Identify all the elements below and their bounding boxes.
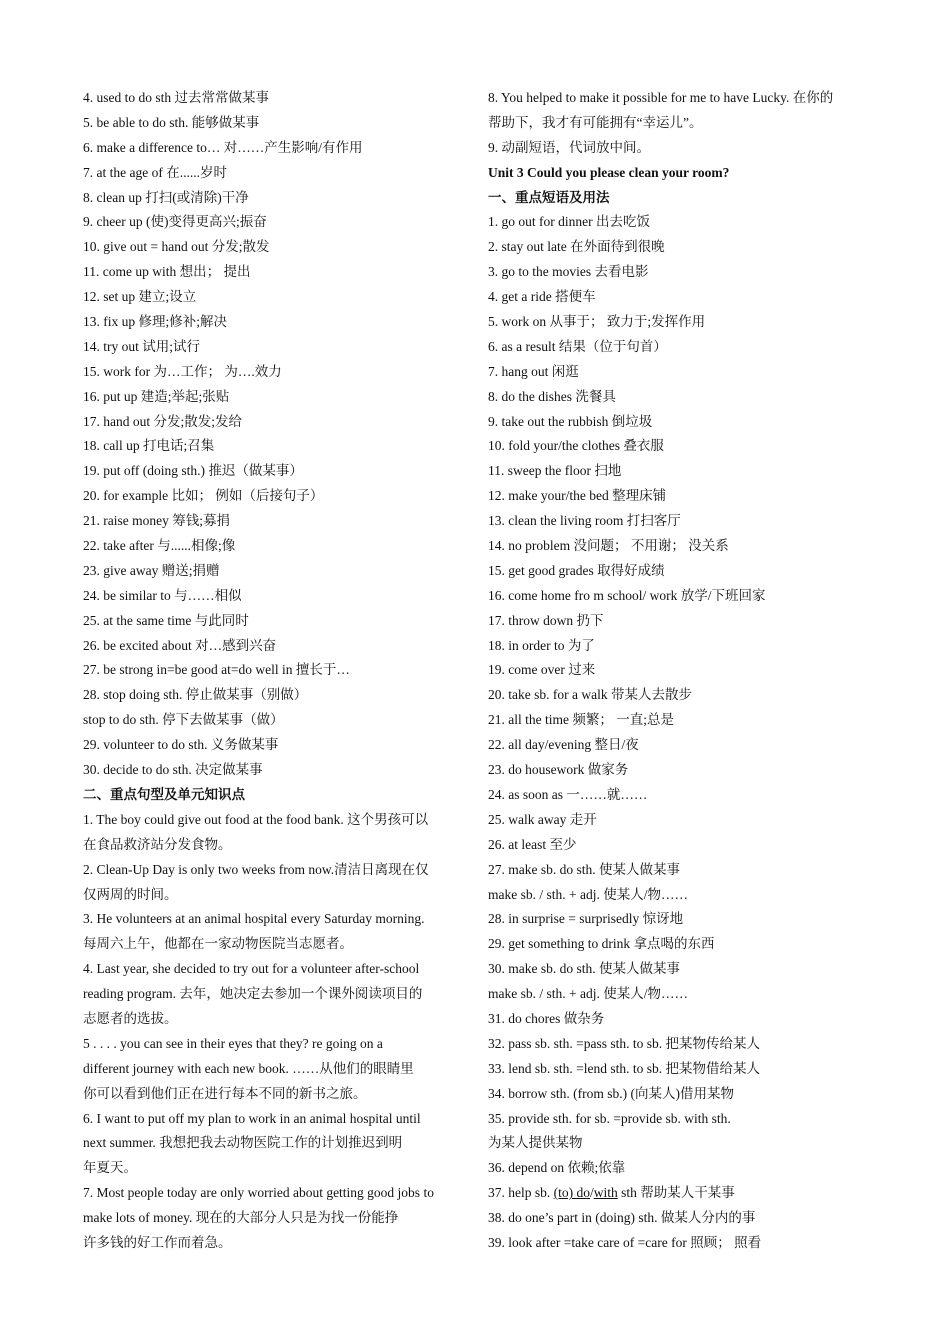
text-line: 16. put up 建造;举起;张贴 — [83, 388, 230, 404]
text-line: 20. take sb. for a walk 带某人去散步 — [488, 687, 692, 703]
text-line: 27. be strong in=be good at=do well in 擅长于… — [83, 662, 350, 678]
text-line: 13. clean the living room 打扫客厅 — [488, 513, 681, 529]
text-line: 14. no problem 没问题； 不用谢； 没关系 — [488, 538, 729, 554]
text-line: 20. for example 比如； 例如（后接句子） — [83, 488, 324, 504]
right-column — [488, 86, 888, 1256]
left-column — [83, 86, 463, 1256]
text-line: 7. at the age of 在......岁时 — [83, 164, 227, 180]
text-line: 13. fix up 修理;修补;解决 — [83, 314, 227, 330]
section-heading: Unit 3 Could you please clean your room? — [488, 164, 730, 180]
section-heading: 一、重点短语及用法 — [488, 189, 610, 205]
text-line: 29. volunteer to do sth. 义务做某事 — [83, 737, 279, 753]
text-line: 21. all the time 频繁； 一直;总是 — [488, 712, 674, 728]
text-line: 4. used to do sth 过去常常做某事 — [83, 90, 270, 105]
text-line: 22. all day/evening 整日/夜 — [488, 737, 639, 753]
text-line: 6. I want to put off my plan to work in an animal hospital until — [83, 1110, 421, 1126]
text-line: stop to do sth. 停下去做某事（做） — [83, 712, 284, 728]
text-line: 8. clean up 打扫(或清除)干净 — [83, 189, 249, 205]
text-line: 33. lend sb. sth. =lend sth. to sb. 把某物借给某人 — [488, 1060, 760, 1076]
text-line: 5. be able to do sth. 能够做某事 — [83, 114, 260, 130]
text-line: 7. Most people today are only worried about getting good jobs to — [83, 1185, 434, 1201]
text-line: make sb. / sth. + adj. 使某人/物…… — [488, 986, 688, 1002]
text-line: 19. come over 过来 — [488, 662, 596, 678]
text-line: 23. do housework 做家务 — [488, 762, 629, 778]
text-line: 14. try out 试用;试行 — [83, 338, 200, 354]
text-line: 10. give out = hand out 分发;散发 — [83, 239, 270, 255]
text-line: make sb. / sth. + adj. 使某人/物…… — [488, 886, 688, 902]
text-line: 年夏天。 — [83, 1160, 137, 1176]
text-line: 39. look after =take care of =care for 照顾； 照看 — [488, 1234, 762, 1250]
text-line: 24. be similar to 与……相似 — [83, 587, 242, 603]
text-line: 25. walk away 走开 — [488, 811, 597, 827]
text-line: 5. work on 从事于； 致力于;发挥作用 — [488, 314, 706, 330]
text-line: 11. come up with 想出； 提出 — [83, 264, 251, 280]
text-line: 你可以看到他们正在进行每本不同的新书之旅。 — [83, 1085, 367, 1101]
text-line: 28. in surprise = surprisedly 惊讶地 — [488, 911, 684, 927]
text-line: 32. pass sb. sth. =pass sth. to sb. 把某物传给某人 — [488, 1035, 761, 1051]
text-line: next summer. 我想把我去动物医院工作的计划推迟到明 — [83, 1135, 403, 1151]
text-line: 10. fold your/the clothes 叠衣服 — [488, 438, 664, 454]
text-line: 1. go out for dinner 出去吃饭 — [488, 214, 650, 230]
text-line: 2. stay out late 在外面待到很晚 — [488, 239, 665, 255]
text-line: 5 . . . . you can see in their eyes that they? re going on a — [83, 1035, 383, 1051]
text-line: 28. stop doing sth. 停止做某事（别做） — [83, 687, 308, 703]
text-line: 21. raise money 筹钱;募捐 — [83, 513, 230, 529]
text-line: 12. set up 建立;设立 — [83, 289, 197, 305]
text-line: 31. do chores 做杂务 — [488, 1010, 605, 1026]
text-line: make lots of money. 现在的大部分人只是为找一份能挣 — [83, 1210, 399, 1226]
text-line: 26. at least 至少 — [488, 836, 577, 852]
text-line: 37. help sb. (to) do/with sth 帮助某人干某事 — [488, 1185, 735, 1201]
text-line: 仅两周的时间。 — [83, 886, 178, 902]
text-line: 19. put off (doing sth.) 推迟（做某事） — [83, 463, 303, 479]
text-line: 23. give away 赠送;捐赠 — [83, 562, 220, 578]
text-line: 18. call up 打电话;召集 — [83, 438, 215, 454]
text-line: 35. provide sth. for sb. =provide sb. with sth. — [488, 1110, 731, 1126]
text-line: 12. make your/the bed 整理床铺 — [488, 488, 667, 504]
text-line: reading program. 去年，她决定去参加一个课外阅读项目的 — [83, 986, 423, 1002]
text-line: 17. hand out 分发;散发;发给 — [83, 413, 242, 429]
text-line: different journey with each new book. ……从他们的眼睛里 — [83, 1060, 414, 1076]
text-line: 6. make a difference to… 对……产生影响/有作用 — [83, 139, 363, 155]
section-heading: 二、重点句型及单元知识点 — [83, 786, 245, 802]
text-line: 7. hang out 闲逛 — [488, 363, 579, 379]
text-line: 每周六上午，他都在一家动物医院当志愿者。 — [83, 936, 353, 952]
text-line: 帮助下，我才有可能拥有“幸运儿”。 — [488, 114, 703, 130]
text-line: 26. be excited about 对…感到兴奋 — [83, 637, 277, 653]
text-line: 8. do the dishes 洗餐具 — [488, 388, 616, 404]
text-line: 2. Clean-Up Day is only two weeks from now.清洁日离现在仅 — [83, 861, 429, 877]
text-line: 3. go to the movies 去看电影 — [488, 264, 649, 280]
text-line: 在食品救济站分发食物。 — [83, 836, 232, 852]
text-line: 22. take after 与......相像;像 — [83, 538, 236, 554]
text-line: 30. decide to do sth. 决定做某事 — [83, 762, 263, 778]
text-line: 9. take out the rubbish 倒垃圾 — [488, 413, 653, 429]
text-line: 30. make sb. do sth. 使某人做某事 — [488, 961, 680, 977]
text-line: 为某人提供某物 — [488, 1135, 583, 1151]
text-line: 15. get good grades 取得好成绩 — [488, 562, 665, 578]
text-line: 3. He volunteers at an animal hospital every Saturday morning. — [83, 911, 425, 927]
text-line: 9. cheer up (使)变得更高兴;振奋 — [83, 214, 267, 230]
text-line: 36. depend on 依赖;依靠 — [488, 1160, 626, 1176]
text-line: 15. work for 为…工作； 为….效力 — [83, 363, 282, 379]
text-line: 许多钱的好工作而着急。 — [83, 1234, 232, 1250]
text-line: 8. You helped to make it possible for me to have Lucky. 在你的 — [488, 90, 834, 105]
text-line: 4. Last year, she decided to try out for a volunteer after-school — [83, 961, 420, 977]
text-line: 16. come home fro m school/ work 放学/下班回家 — [488, 587, 766, 603]
text-line: 9. 动副短语，代词放中间。 — [488, 139, 650, 155]
text-line: 11. sweep the floor 扫地 — [488, 463, 622, 479]
text-line: 25. at the same time 与此同时 — [83, 612, 249, 628]
text-line: 17. throw down 扔下 — [488, 612, 604, 628]
text-line: 27. make sb. do sth. 使某人做某事 — [488, 861, 680, 877]
text-line: 1. The boy could give out food at the food bank. 这个男孩可以 — [83, 811, 429, 827]
text-line: 34. borrow sth. (from sb.) (向某人)借用某物 — [488, 1085, 734, 1101]
text-line: 24. as soon as 一……就…… — [488, 786, 648, 802]
text-line: 志愿者的选拔。 — [83, 1010, 178, 1026]
text-line: 29. get something to drink 拿点喝的东西 — [488, 936, 715, 952]
text-line: 18. in order to 为了 — [488, 637, 595, 653]
text-line: 6. as a result 结果（位于句首） — [488, 338, 667, 354]
text-line: 4. get a ride 搭便车 — [488, 289, 596, 305]
text-line: 38. do one’s part in (doing) sth. 做某人分内的事 — [488, 1210, 756, 1226]
